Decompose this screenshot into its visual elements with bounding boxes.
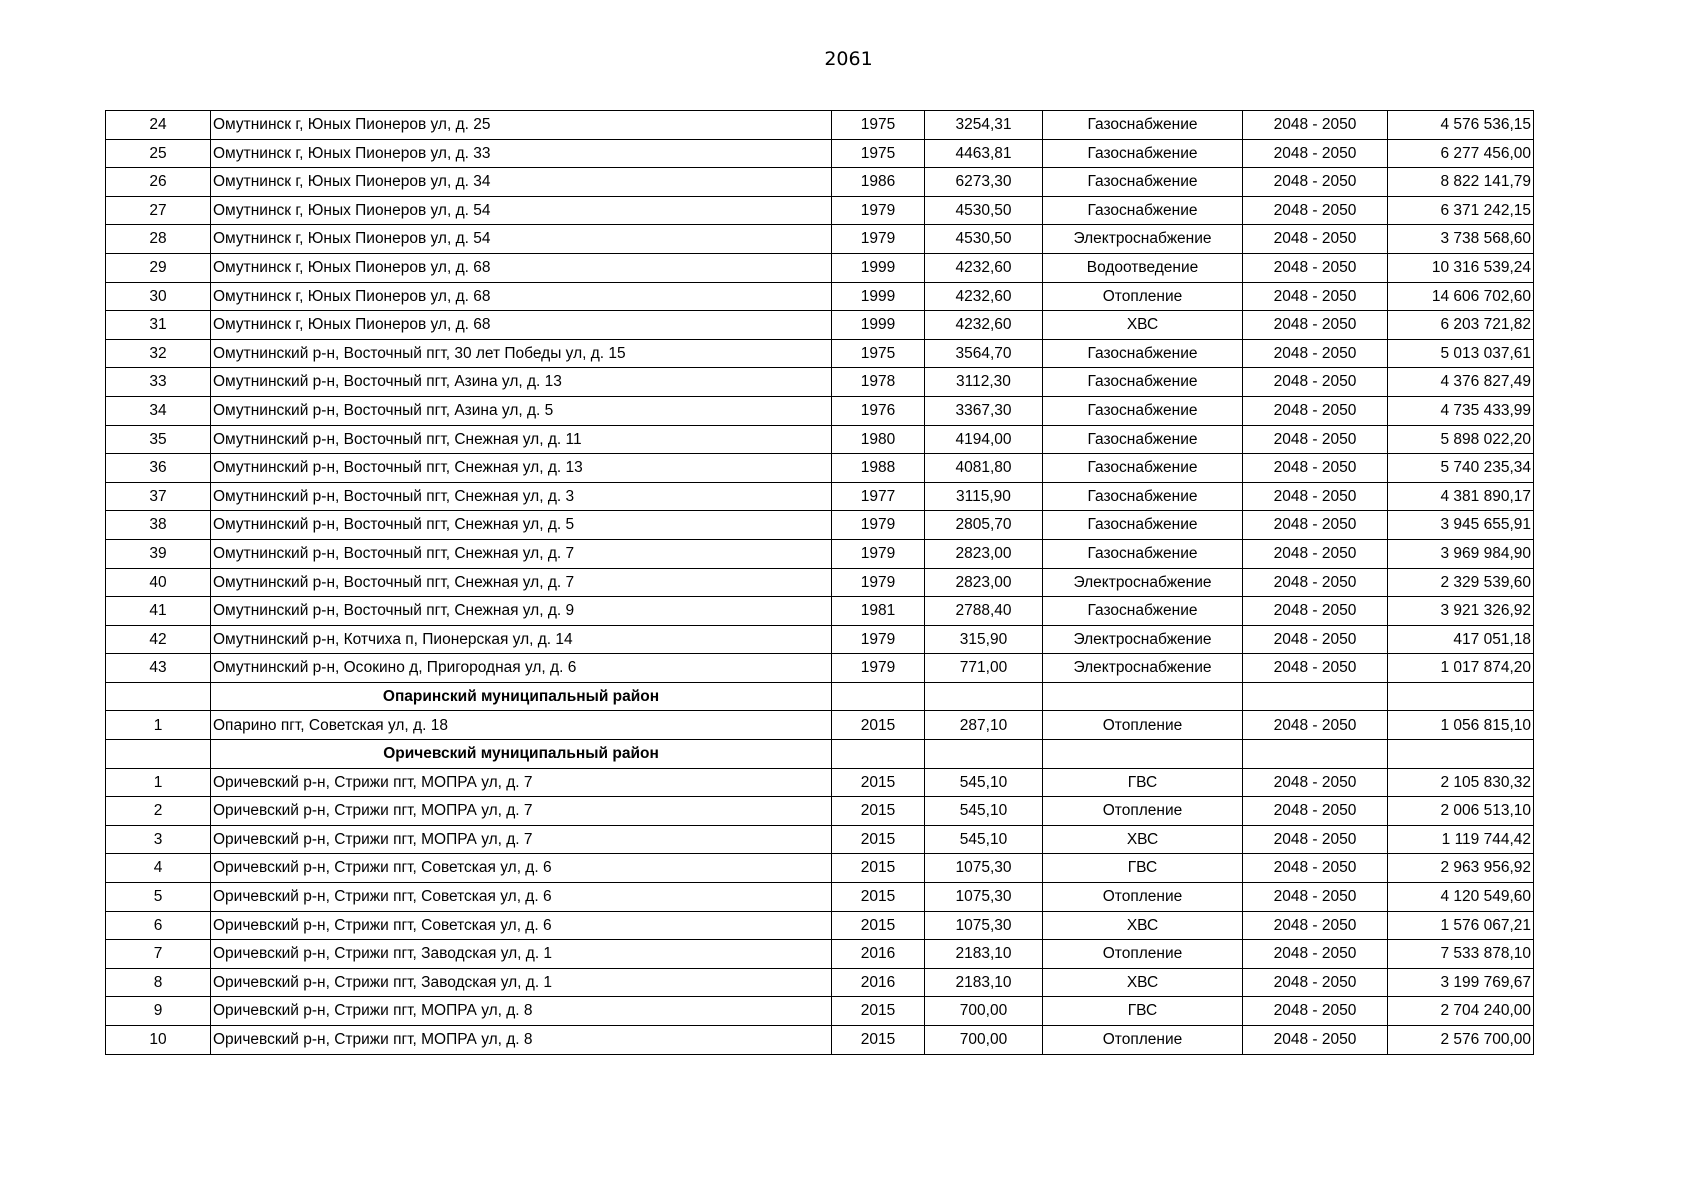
address-cell: Омутнинск г, Юных Пионеров ул, д. 68 [211,253,832,282]
cost-cell: 6 203 721,82 [1388,311,1534,340]
year-built-cell: 2015 [832,1026,925,1055]
cost-cell: 3 921 326,92 [1388,597,1534,626]
table-row [106,968,1534,997]
area-cell: 700,00 [925,1026,1043,1055]
row-number-cell: 33 [106,368,211,397]
table-row [106,711,1534,740]
period-cell: 2048 - 2050 [1243,711,1388,740]
address-cell: Омутнинский р-н, Восточный пгт, Снежная ул, д. 7 [211,539,832,568]
row-number-cell: 25 [106,139,211,168]
work-type-cell: Газоснабжение [1043,168,1243,197]
section-header-row [106,682,1534,711]
cost-cell: 5 013 037,61 [1388,339,1534,368]
work-type-cell: ХВС [1043,911,1243,940]
area-cell: 6273,30 [925,168,1043,197]
work-type-cell: ХВС [1043,825,1243,854]
table-row [106,911,1534,940]
row-number-cell: 24 [106,111,211,140]
table-row [106,883,1534,912]
year-built-cell: 1978 [832,368,925,397]
work-type-cell: Газоснабжение [1043,111,1243,140]
area-cell: 3112,30 [925,368,1043,397]
year-built-cell: 2015 [832,997,925,1026]
area-cell: 4232,60 [925,282,1043,311]
area-cell: 2183,10 [925,940,1043,969]
table-row [106,196,1534,225]
table-row [106,797,1534,826]
row-number-cell: 42 [106,625,211,654]
year-built-cell: 1988 [832,454,925,483]
area-cell: 1075,30 [925,854,1043,883]
area-cell: 287,10 [925,711,1043,740]
row-number-cell: 38 [106,511,211,540]
cost-cell: 4 735 433,99 [1388,396,1534,425]
work-type-cell: Газоснабжение [1043,482,1243,511]
address-cell: Оричевский р-н, Стрижи пгт, Советская ул, д. 6 [211,854,832,883]
address-cell: Оричевский р-н, Стрижи пгт, Заводская ул, д. 1 [211,968,832,997]
address-cell: Омутнинский р-н, Восточный пгт, Снежная ул, д. 13 [211,454,832,483]
row-number-cell: 7 [106,940,211,969]
area-cell: 2183,10 [925,968,1043,997]
period-cell: 2048 - 2050 [1243,196,1388,225]
work-type-cell: Отопление [1043,797,1243,826]
table-row [106,768,1534,797]
work-type-cell: Отопление [1043,1026,1243,1055]
cost-cell: 2 105 830,32 [1388,768,1534,797]
cost-cell: 3 738 568,60 [1388,225,1534,254]
year-built-cell [832,682,925,711]
work-type-cell: Электроснабжение [1043,625,1243,654]
period-cell: 2048 - 2050 [1243,454,1388,483]
year-built-cell: 1999 [832,311,925,340]
area-cell: 545,10 [925,825,1043,854]
row-number-cell: 9 [106,997,211,1026]
area-cell: 4194,00 [925,425,1043,454]
area-cell [925,682,1043,711]
cost-cell: 2 963 956,92 [1388,854,1534,883]
cost-cell: 8 822 141,79 [1388,168,1534,197]
row-number-cell: 1 [106,711,211,740]
area-cell: 4232,60 [925,253,1043,282]
cost-cell: 6 277 456,00 [1388,139,1534,168]
work-type-cell: Газоснабжение [1043,511,1243,540]
row-number-cell: 35 [106,425,211,454]
period-cell: 2048 - 2050 [1243,482,1388,511]
work-type-cell: Газоснабжение [1043,454,1243,483]
address-cell: Омутнинский р-н, Восточный пгт, Азина ул, д. 5 [211,396,832,425]
cost-cell: 3 945 655,91 [1388,511,1534,540]
period-cell: 2048 - 2050 [1243,854,1388,883]
period-cell: 2048 - 2050 [1243,940,1388,969]
row-number-cell: 36 [106,454,211,483]
cost-cell: 1 576 067,21 [1388,911,1534,940]
row-number-cell: 30 [106,282,211,311]
work-type-cell: Газоснабжение [1043,539,1243,568]
year-built-cell: 1977 [832,482,925,511]
cost-cell: 4 120 549,60 [1388,883,1534,912]
address-cell: Омутнинск г, Юных Пионеров ул, д. 34 [211,168,832,197]
period-cell: 2048 - 2050 [1243,253,1388,282]
work-type-cell [1043,740,1243,769]
row-number-cell: 31 [106,311,211,340]
table-body [106,111,1534,1055]
period-cell: 2048 - 2050 [1243,625,1388,654]
area-cell: 545,10 [925,797,1043,826]
work-type-cell: ГВС [1043,768,1243,797]
period-cell [1243,682,1388,711]
year-built-cell: 2015 [832,883,925,912]
year-built-cell: 1981 [832,597,925,626]
period-cell: 2048 - 2050 [1243,396,1388,425]
year-built-cell: 2015 [832,854,925,883]
period-cell: 2048 - 2050 [1243,568,1388,597]
cost-cell: 5 898 022,20 [1388,425,1534,454]
area-cell: 545,10 [925,768,1043,797]
year-built-cell: 1975 [832,111,925,140]
row-number-cell: 32 [106,339,211,368]
area-cell: 3564,70 [925,339,1043,368]
cost-cell: 7 533 878,10 [1388,940,1534,969]
cost-cell: 4 381 890,17 [1388,482,1534,511]
period-cell [1243,740,1388,769]
cost-cell: 5 740 235,34 [1388,454,1534,483]
page-number: 2061 [824,48,873,70]
work-type-cell: Газоснабжение [1043,339,1243,368]
address-cell: Оричевский р-н, Стрижи пгт, МОПРА ул, д. 8 [211,1026,832,1055]
cost-cell: 2 576 700,00 [1388,1026,1534,1055]
year-built-cell: 1979 [832,539,925,568]
period-cell: 2048 - 2050 [1243,797,1388,826]
address-cell: Оричевский р-н, Стрижи пгт, Советская ул, д. 6 [211,911,832,940]
address-cell: Оричевский р-н, Стрижи пгт, Советская ул, д. 6 [211,883,832,912]
table-row [106,654,1534,683]
work-type-cell: Электроснабжение [1043,225,1243,254]
area-cell: 2788,40 [925,597,1043,626]
address-cell: Омутнинск г, Юных Пионеров ул, д. 33 [211,139,832,168]
table-row [106,482,1534,511]
row-number-cell: 27 [106,196,211,225]
period-cell: 2048 - 2050 [1243,339,1388,368]
year-built-cell: 2015 [832,911,925,940]
work-type-cell: Газоснабжение [1043,196,1243,225]
address-cell: Омутнинский р-н, Восточный пгт, Снежная ул, д. 7 [211,568,832,597]
cost-cell: 4 376 827,49 [1388,368,1534,397]
table-row [106,568,1534,597]
period-cell: 2048 - 2050 [1243,911,1388,940]
table-row [106,396,1534,425]
work-type-cell: Газоснабжение [1043,396,1243,425]
section-title: Оричевский муниципальный район [211,740,832,769]
table-row [106,168,1534,197]
cost-cell: 6 371 242,15 [1388,196,1534,225]
area-cell: 4081,80 [925,454,1043,483]
period-cell: 2048 - 2050 [1243,111,1388,140]
table-row [106,997,1534,1026]
cost-cell: 1 056 815,10 [1388,711,1534,740]
address-cell: Оричевский р-н, Стрижи пгт, Заводская ул, д. 1 [211,940,832,969]
year-built-cell: 2015 [832,797,925,826]
period-cell: 2048 - 2050 [1243,883,1388,912]
address-cell: Омутнинский р-н, Восточный пгт, Азина ул, д. 13 [211,368,832,397]
row-number-cell: 39 [106,539,211,568]
row-number-cell: 6 [106,911,211,940]
row-number-cell: 2 [106,797,211,826]
period-cell: 2048 - 2050 [1243,225,1388,254]
year-built-cell: 2016 [832,940,925,969]
address-cell: Оричевский р-н, Стрижи пгт, МОПРА ул, д. 7 [211,825,832,854]
address-cell: Омутнинский р-н, Восточный пгт, Снежная ул, д. 9 [211,597,832,626]
address-cell: Омутнинский р-н, Восточный пгт, Снежная ул, д. 11 [211,425,832,454]
table-row [106,940,1534,969]
work-type-cell: ГВС [1043,854,1243,883]
cost-cell: 417 051,18 [1388,625,1534,654]
period-cell: 2048 - 2050 [1243,825,1388,854]
year-built-cell: 1980 [832,425,925,454]
area-cell: 3254,31 [925,111,1043,140]
table-row [106,339,1534,368]
table-row [106,139,1534,168]
address-cell: Оричевский р-н, Стрижи пгт, МОПРА ул, д. 7 [211,797,832,826]
cost-cell: 1 017 874,20 [1388,654,1534,683]
address-cell: Оричевский р-н, Стрижи пгт, МОПРА ул, д. 8 [211,997,832,1026]
address-cell: Омутнинский р-н, Восточный пгт, Снежная ул, д. 3 [211,482,832,511]
period-cell: 2048 - 2050 [1243,597,1388,626]
section-header-row [106,740,1534,769]
row-number-cell: 1 [106,768,211,797]
period-cell: 2048 - 2050 [1243,968,1388,997]
address-cell: Омутнинский р-н, Восточный пгт, 30 лет Победы ул, д. 15 [211,339,832,368]
year-built-cell: 2015 [832,768,925,797]
cost-cell: 3 199 769,67 [1388,968,1534,997]
year-built-cell: 2016 [832,968,925,997]
row-number-cell [106,682,211,711]
period-cell: 2048 - 2050 [1243,168,1388,197]
period-cell: 2048 - 2050 [1243,768,1388,797]
table-row [106,311,1534,340]
period-cell: 2048 - 2050 [1243,539,1388,568]
work-type-cell: Водоотведение [1043,253,1243,282]
cost-cell: 1 119 744,42 [1388,825,1534,854]
period-cell: 2048 - 2050 [1243,425,1388,454]
area-cell: 2805,70 [925,511,1043,540]
table-row [106,597,1534,626]
table-row [106,111,1534,140]
table-row [106,253,1534,282]
row-number-cell: 10 [106,1026,211,1055]
cost-cell [1388,740,1534,769]
row-number-cell: 43 [106,654,211,683]
work-type-cell: ХВС [1043,311,1243,340]
address-cell: Опарино пгт, Советская ул, д. 18 [211,711,832,740]
table-row [106,454,1534,483]
work-type-cell: ГВС [1043,997,1243,1026]
year-built-cell: 1979 [832,225,925,254]
table-row [106,368,1534,397]
cost-cell: 2 329 539,60 [1388,568,1534,597]
year-built-cell: 1999 [832,282,925,311]
period-cell: 2048 - 2050 [1243,654,1388,683]
area-cell: 2823,00 [925,539,1043,568]
year-built-cell: 1975 [832,139,925,168]
area-cell: 771,00 [925,654,1043,683]
table-row [106,282,1534,311]
work-type-cell: Газоснабжение [1043,368,1243,397]
table-row [106,1026,1534,1055]
year-built-cell: 1979 [832,654,925,683]
work-type-cell: Электроснабжение [1043,654,1243,683]
period-cell: 2048 - 2050 [1243,368,1388,397]
area-cell: 700,00 [925,997,1043,1026]
section-title: Опаринский муниципальный район [211,682,832,711]
address-cell: Омутнинский р-н, Котчиха п, Пионерская ул, д. 14 [211,625,832,654]
work-type-cell: Газоснабжение [1043,597,1243,626]
row-number-cell: 28 [106,225,211,254]
year-built-cell: 2015 [832,825,925,854]
row-number-cell: 34 [106,396,211,425]
year-built-cell: 1979 [832,625,925,654]
row-number-cell: 26 [106,168,211,197]
work-type-cell: ХВС [1043,968,1243,997]
row-number-cell: 40 [106,568,211,597]
cost-cell: 4 576 536,15 [1388,111,1534,140]
cost-cell: 3 969 984,90 [1388,539,1534,568]
area-cell: 4232,60 [925,311,1043,340]
year-built-cell: 1979 [832,511,925,540]
address-cell: Оричевский р-н, Стрижи пгт, МОПРА ул, д. 7 [211,768,832,797]
cost-cell: 10 316 539,24 [1388,253,1534,282]
area-cell: 1075,30 [925,911,1043,940]
address-cell: Омутнинск г, Юных Пионеров ул, д. 68 [211,282,832,311]
repair-schedule-table [105,110,1534,1055]
table-row [106,539,1534,568]
work-type-cell: Электроснабжение [1043,568,1243,597]
year-built-cell: 1999 [832,253,925,282]
work-type-cell: Отопление [1043,940,1243,969]
address-cell: Омутнинский р-н, Восточный пгт, Снежная ул, д. 5 [211,511,832,540]
table-row [106,425,1534,454]
row-number-cell: 8 [106,968,211,997]
cost-cell [1388,682,1534,711]
year-built-cell: 1975 [832,339,925,368]
year-built-cell: 1986 [832,168,925,197]
area-cell: 3115,90 [925,482,1043,511]
work-type-cell: Отопление [1043,883,1243,912]
address-cell: Омутнинский р-н, Осокино д, Пригородная ул, д. 6 [211,654,832,683]
work-type-cell: Отопление [1043,711,1243,740]
period-cell: 2048 - 2050 [1243,139,1388,168]
row-number-cell [106,740,211,769]
table-row [106,625,1534,654]
work-type-cell: Газоснабжение [1043,139,1243,168]
row-number-cell: 41 [106,597,211,626]
year-built-cell: 1976 [832,396,925,425]
row-number-cell: 37 [106,482,211,511]
row-number-cell: 3 [106,825,211,854]
year-built-cell: 1979 [832,568,925,597]
cost-cell: 14 606 702,60 [1388,282,1534,311]
period-cell: 2048 - 2050 [1243,511,1388,540]
row-number-cell: 29 [106,253,211,282]
year-built-cell: 2015 [832,711,925,740]
period-cell: 2048 - 2050 [1243,1026,1388,1055]
table-row [106,825,1534,854]
address-cell: Омутнинск г, Юных Пионеров ул, д. 54 [211,196,832,225]
work-type-cell: Отопление [1043,282,1243,311]
year-built-cell: 1979 [832,196,925,225]
address-cell: Омутнинск г, Юных Пионеров ул, д. 68 [211,311,832,340]
table-row [106,854,1534,883]
address-cell: Омутнинск г, Юных Пионеров ул, д. 25 [211,111,832,140]
cost-cell: 2 704 240,00 [1388,997,1534,1026]
work-type-cell: Газоснабжение [1043,425,1243,454]
address-cell: Омутнинск г, Юных Пионеров ул, д. 54 [211,225,832,254]
table-row [106,511,1534,540]
row-number-cell: 5 [106,883,211,912]
table-row [106,225,1534,254]
area-cell: 4530,50 [925,225,1043,254]
area-cell: 2823,00 [925,568,1043,597]
period-cell: 2048 - 2050 [1243,311,1388,340]
area-cell: 1075,30 [925,883,1043,912]
row-number-cell: 4 [106,854,211,883]
area-cell: 3367,30 [925,396,1043,425]
work-type-cell [1043,682,1243,711]
period-cell: 2048 - 2050 [1243,997,1388,1026]
area-cell [925,740,1043,769]
area-cell: 4530,50 [925,196,1043,225]
period-cell: 2048 - 2050 [1243,282,1388,311]
cost-cell: 2 006 513,10 [1388,797,1534,826]
year-built-cell [832,740,925,769]
area-cell: 315,90 [925,625,1043,654]
area-cell: 4463,81 [925,139,1043,168]
